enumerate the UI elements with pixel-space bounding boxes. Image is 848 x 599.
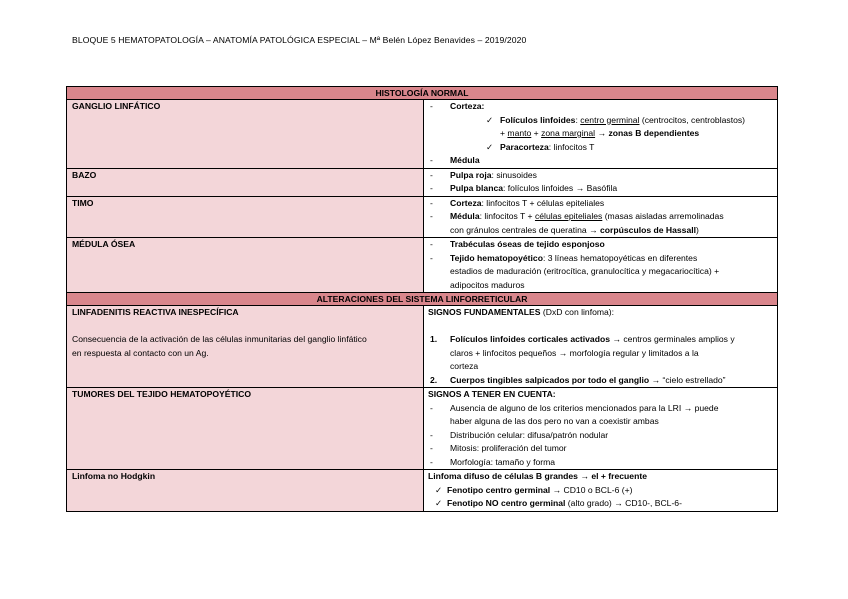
row-content-cell: SIGNOS FUNDAMENTALES (DxD con linfoma): 1. Folículos linfoides corticales activados → centros germinales amplios y claros + linfocitos pequeños → morfología regular y limitados a la corteza 2. Cuerpos tingibles salpicados por todo el ganglio → “cielo estrellado”: [424, 306, 778, 388]
row-title: TUMORES DEL TEJIDO HEMATOPOYÉTICO: [72, 389, 252, 399]
row-title: MÉDULA ÓSEA: [72, 239, 136, 249]
row-title-cell: [67, 196, 424, 238]
medula-label: Médula: [450, 155, 480, 165]
row-title: GANGLIO LINFÁTICO: [72, 101, 161, 111]
row-content-cell: Linfoma difuso de células B grandes → el + frecuente ✓ Fenotipo centro germinal → CD10 o BCL-6 (+) ✓ Fenotipo NO centro germinal (alto grado) → CD10-, BCL-6-: [424, 470, 778, 512]
row-title-cell: [67, 100, 424, 169]
row-title: Linfoma no Hodgkin: [72, 471, 156, 481]
section-row-histologia: [67, 87, 778, 100]
row-title: BAZO: [72, 169, 97, 180]
row-title-cell: [67, 168, 424, 196]
row-title: LINFADENITIS REACTIVA INESPECÍFICA: [72, 307, 239, 317]
row-content-cell: - Corteza: linfocitos T + células epiteliales - Médula: linfocitos T + células epiteliales (masas aisladas arremolinadas con gránulos centrales de queratina → corpúsculos de Hassall): [424, 196, 778, 238]
row-title: TIMO: [72, 197, 94, 208]
row-content-cell: - Trabéculas óseas de tejido esponjoso - Tejido hematopoyético: 3 líneas hematopoyéticas en diferentes estadios de maduración (eritrocítica, granulocítica y megacariocítica) + adipocitos maduros: [424, 238, 778, 293]
row-content-cell: - Pulpa roja: sinusoides - Pulpa blanca: folículos linfoides → Basófila: [424, 168, 778, 196]
section-row-alteraciones: [67, 293, 778, 306]
check-icon: ✓: [435, 484, 443, 495]
corteza-label: Corteza:: [450, 101, 485, 111]
table-row: [67, 238, 778, 293]
row-title-cell: [67, 470, 424, 512]
row-title-cell: [67, 306, 424, 388]
section-title-histologia: HISTOLOGÍA NORMAL: [67, 87, 778, 100]
table-row: [67, 196, 778, 238]
document-header: BLOQUE 5 HEMATOPATOLOGÍA – ANATOMÍA PATOLÓGICA ESPECIAL – Mª Belén López Benavides – 2019/2020: [72, 35, 527, 45]
row-title-cell: [67, 388, 424, 470]
row-content-cell: SIGNOS A TENER EN CUENTA: - Ausencia de alguno de los criterios mencionados para la LRI → puede haber alguna de las dos pero no van a coexistir ambas - Distribución celular: difusa/patrón nodular - Mitosis: proliferación del tumor - Morfología: tamaño y forma: [424, 388, 778, 470]
check-icon: ✓: [435, 498, 443, 508]
content-table: [66, 86, 778, 512]
check-icon: ✓: [486, 141, 494, 152]
check-icon: ✓: [486, 114, 494, 125]
row-title-cell: [67, 238, 424, 293]
row-description: Consecuencia de la activación de las células inmunitarias del ganglio linfático en respuesta al contacto con un Ag.: [72, 334, 367, 358]
table-row: [67, 100, 778, 169]
section-title-alteraciones: ALTERACIONES DEL SISTEMA LINFORRETICULAR: [67, 293, 778, 306]
table-row: [67, 306, 778, 388]
table-row: [67, 168, 778, 196]
table-row: [67, 388, 778, 470]
table-row: [67, 470, 778, 512]
row-content-cell: - Corteza: ✓ Folículos linfoides: centro germinal (centrocitos, centroblastos) + manto + zona marginal → zonas B dependientes ✓ Paracorteza: linfocitos T - Médula: [424, 100, 778, 169]
